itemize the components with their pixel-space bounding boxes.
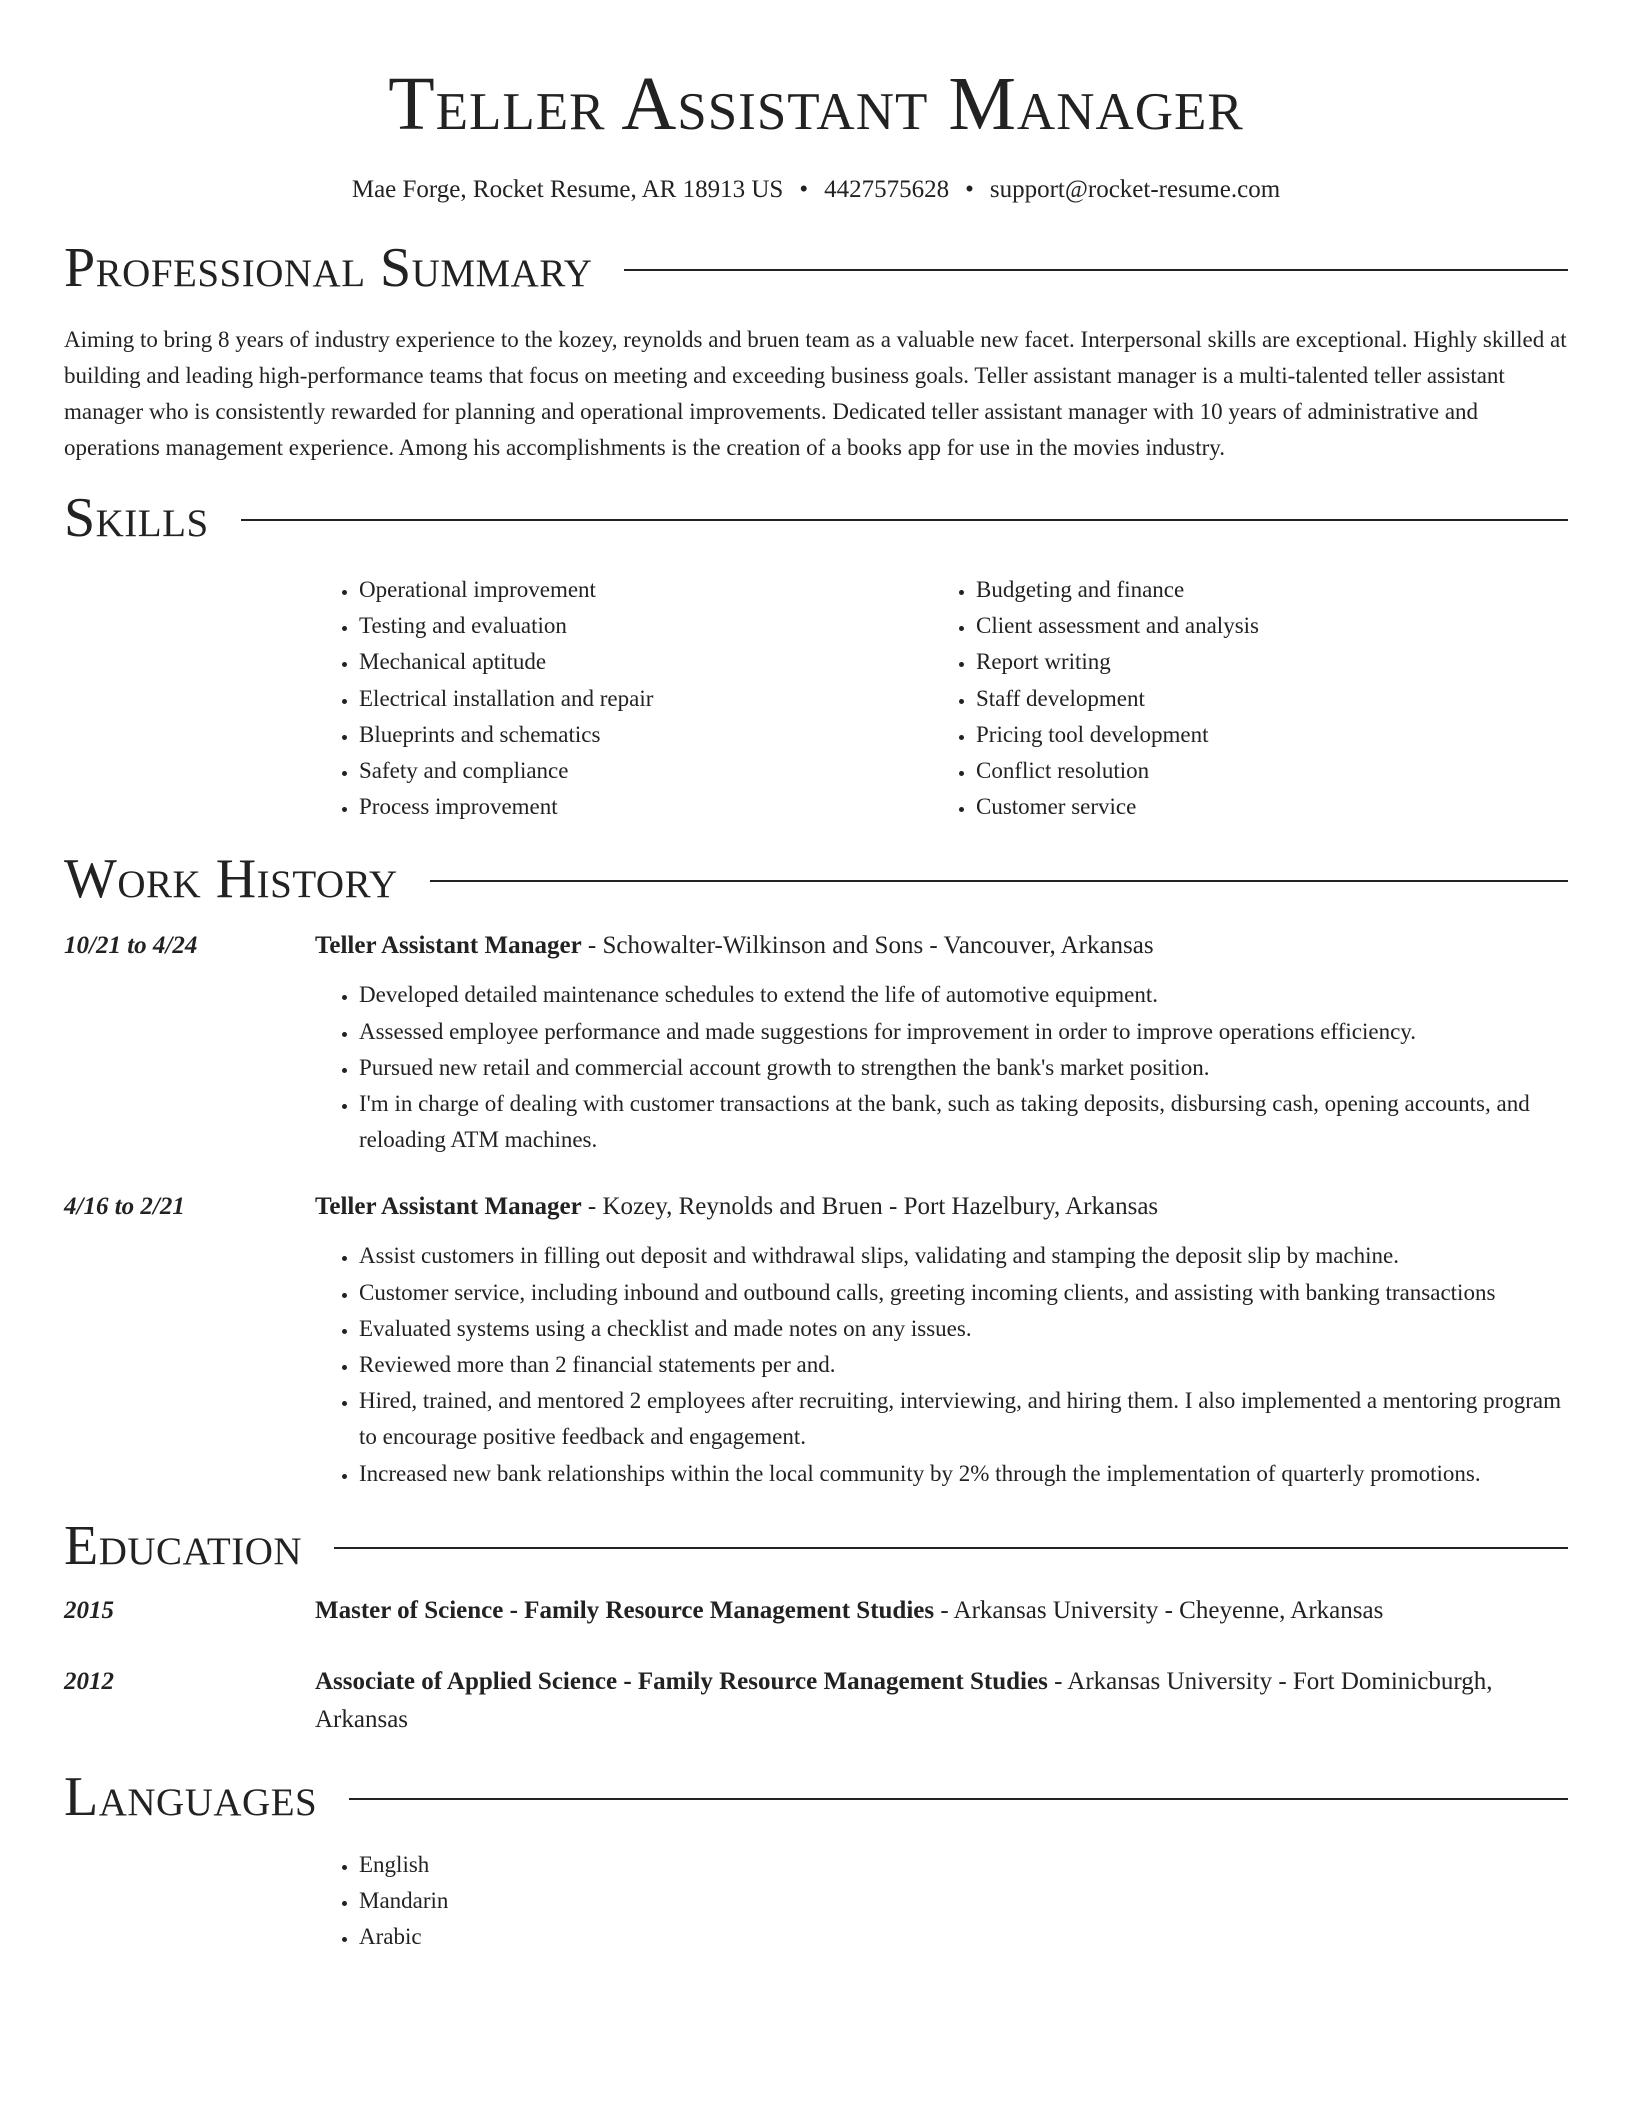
education-year: 2015 <box>64 1596 114 1624</box>
language-item: • Mandarin <box>359 1883 1568 1919</box>
education-entry <box>64 1592 1568 1630</box>
job-bullet-list <box>315 977 1568 1158</box>
education-degree: Associate of Applied Science - Family Resource Management Studies <box>315 1667 1048 1695</box>
skill-item: • Safety and compliance <box>359 753 932 789</box>
contact-email: support@rocket-resume.com <box>989 176 1281 203</box>
skill-item: • Mechanical aptitude <box>359 644 932 680</box>
job-bullet: • Developed detailed maintenance schedules to extend the life of automotive equipment. <box>359 977 1568 1013</box>
skill-item: • Operational improvement <box>359 572 932 608</box>
section-divider <box>349 1798 1568 1800</box>
skills-list-left <box>315 572 932 825</box>
languages-heading-text: Languages <box>64 1765 318 1828</box>
skill-item: • Conflict resolution <box>976 753 1568 789</box>
education-school-location: - Arkansas University - Fort Dominicburgh, Arkansas <box>315 1667 1493 1733</box>
education-degree: Master of Science - Family Resource Management Studies <box>315 1596 935 1624</box>
contact-separator: • <box>965 176 974 203</box>
summary-heading <box>64 236 1568 300</box>
job-title: Teller Assistant Manager <box>315 932 582 960</box>
resume-title: Teller Assistant Manager <box>388 62 1244 146</box>
job-entry <box>64 927 1568 1158</box>
job-dates: 4/16 to 2/21 <box>64 1193 185 1221</box>
job-header <box>315 927 1568 965</box>
education-entry <box>64 1663 1568 1739</box>
skill-item: • Pricing tool development <box>976 717 1568 753</box>
skill-item: • Customer service <box>976 789 1568 825</box>
section-divider <box>430 880 1568 882</box>
job-bullet: • Reviewed more than 2 financial statements per and. <box>359 1347 1568 1383</box>
job-bullet: • Customer service, including inbound and outbound calls, greeting incoming clients, and assisting with banking transactions <box>359 1275 1568 1311</box>
work-history-section <box>64 847 1568 1491</box>
job-bullet-list <box>315 1238 1568 1491</box>
job-company-location: - Schowalter-Wilkinson and Sons - Vancouver, Arkansas <box>581 932 1154 960</box>
skills-grid <box>315 572 1568 825</box>
skill-item: • Budgeting and finance <box>976 572 1568 608</box>
summary-heading-text: Professional Summary <box>64 237 593 299</box>
languages-section <box>64 1765 1568 1956</box>
summary-text: Aiming to bring 8 years of industry experience to the kozey, reynolds and bruen team as a valuable new facet. Interpersonal skills are exceptional. Highly skilled at building and leading high-performance teams that focus on meeting and exceeding business goals. Teller assistant manager is a multi-talented teller assistant manager who is consistently rewarded for planning and operational improvements. Dedicated teller assistant manager with 10 years of administrative and operations management experience. Among his accomplishments is the creation of a books app for use in the movies industry. <box>64 327 1567 460</box>
skill-item: • Staff development <box>976 681 1568 717</box>
contact-separator: • <box>799 176 809 203</box>
education-section <box>64 1514 1568 1739</box>
job-bullet: • Pursued new retail and commercial account growth to strengthen the bank's market position. <box>359 1050 1568 1086</box>
section-divider <box>624 269 1568 271</box>
skill-item: • Client assessment and analysis <box>976 608 1568 644</box>
section-divider <box>241 519 1568 521</box>
job-details <box>315 1188 1568 1491</box>
education-school-location: - Arkansas University - Cheyenne, Arkansas <box>934 1596 1384 1624</box>
education-details <box>315 1592 1568 1630</box>
job-dates: 10/21 to 4/24 <box>64 932 198 960</box>
job-title: Teller Assistant Manager <box>315 1193 582 1221</box>
education-details <box>315 1663 1568 1739</box>
contact-phone: 4427575628 <box>824 176 950 203</box>
contact-address: Mae Forge, Rocket Resume, AR 18913 US <box>351 176 784 203</box>
language-item: • Arabic <box>359 1919 1568 1955</box>
job-entry <box>64 1188 1568 1491</box>
job-bullet: • I'm in charge of dealing with customer transactions at the bank, such as taking deposits, disbursing cash, opening accounts, and reloading ATM machines. <box>359 1086 1568 1158</box>
skills-list-right <box>932 572 1568 825</box>
job-bullet: • Evaluated systems using a checklist and made notes on any issues. <box>359 1311 1568 1347</box>
summary-section <box>64 236 1568 466</box>
contact-line <box>64 174 1568 206</box>
work-history-heading-text: Work History <box>64 848 398 911</box>
skill-item: • Report writing <box>976 644 1568 680</box>
education-heading-text: Education <box>64 1514 303 1577</box>
language-item: • English <box>359 1847 1568 1883</box>
skill-item: • Electrical installation and repair <box>359 681 932 717</box>
job-bullet: • Assist customers in filling out deposit and withdrawal slips, validating and stamping the deposit slip by machine. <box>359 1238 1568 1274</box>
work-history-heading <box>64 847 1568 911</box>
skills-section <box>64 486 1568 825</box>
skills-heading-text: Skills <box>64 487 209 549</box>
skill-item: • Process improvement <box>359 789 932 825</box>
job-header <box>315 1188 1568 1226</box>
job-bullet: • Hired, trained, and mentored 2 employees after recruiting, interviewing, and hiring them. I also implemented a mentoring program to encourage positive feedback and engagement. <box>359 1383 1568 1455</box>
languages-list <box>315 1847 1568 1956</box>
languages-heading <box>64 1765 1568 1829</box>
job-bullet: • Assessed employee performance and made suggestions for improvement in order to improve operations efficiency. <box>359 1014 1568 1050</box>
education-heading <box>64 1514 1568 1578</box>
job-bullet: • Increased new bank relationships within the local community by 2% through the implementation of quarterly promotions. <box>359 1456 1568 1492</box>
skill-item: • Blueprints and schematics <box>359 717 932 753</box>
job-company-location: - Kozey, Reynolds and Bruen - Port Hazelbury, Arkansas <box>581 1193 1159 1221</box>
skill-item: • Testing and evaluation <box>359 608 932 644</box>
job-details <box>315 927 1568 1158</box>
education-year: 2012 <box>64 1667 114 1695</box>
skills-heading <box>64 486 1568 550</box>
section-divider <box>334 1547 1568 1549</box>
